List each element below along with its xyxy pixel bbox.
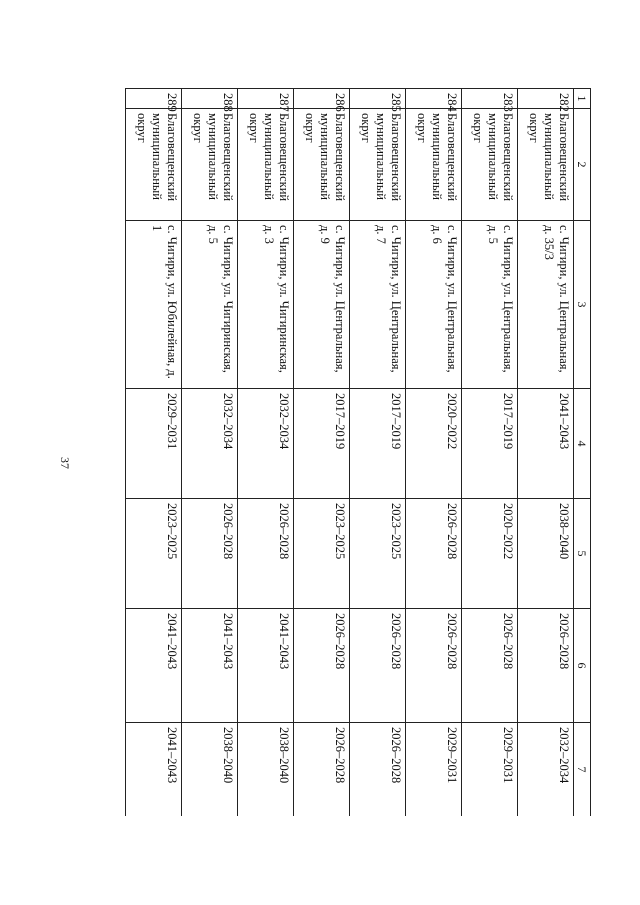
column-header: 6 bbox=[574, 609, 591, 723]
period-cell: 2026–2028 bbox=[294, 723, 350, 817]
district-cell: Благовещенский муниципальный округ bbox=[518, 109, 574, 221]
period-cell: 2017–2019 bbox=[294, 389, 350, 499]
table-viewport bbox=[110, 88, 591, 816]
period-cell: 2020–2022 bbox=[462, 499, 518, 609]
period-cell: 2041–2043 bbox=[238, 609, 294, 723]
period-cell: 2026–2028 bbox=[518, 609, 574, 723]
period-cell: 2026–2028 bbox=[350, 723, 406, 817]
period-cell: 2023–2025 bbox=[126, 499, 182, 609]
table-row bbox=[518, 89, 574, 817]
period-cell: 2041–2043 bbox=[126, 609, 182, 723]
address-cell: с. Чигири, ул. Центральная, д. 6 bbox=[406, 221, 462, 389]
district-cell: Благовещенский муниципальный округ bbox=[406, 109, 462, 221]
district-cell: Благовещенский муниципальный округ bbox=[350, 109, 406, 221]
header-row bbox=[574, 89, 591, 817]
district-cell: Благовещенский муниципальный округ bbox=[182, 109, 238, 221]
address-cell: с. Чигири, ул. Чигиринская, д. 5 bbox=[182, 221, 238, 389]
period-cell: 2026–2028 bbox=[406, 499, 462, 609]
period-cell: 2041–2043 bbox=[126, 723, 182, 817]
period-cell: 2026–2028 bbox=[462, 609, 518, 723]
data-table bbox=[125, 88, 591, 816]
row-number: 287 bbox=[238, 89, 294, 109]
column-header: 5 bbox=[574, 499, 591, 609]
period-cell: 2038–2040 bbox=[518, 499, 574, 609]
period-cell: 2029–2031 bbox=[462, 723, 518, 817]
column-header: 4 bbox=[574, 389, 591, 499]
column-header: 1 bbox=[574, 89, 591, 109]
address-cell: с. Чигири, ул. Центральная, д. 7 bbox=[350, 221, 406, 389]
table-row bbox=[406, 89, 462, 817]
period-cell: 2026–2028 bbox=[238, 499, 294, 609]
table-row bbox=[350, 89, 406, 817]
period-cell: 2032–2034 bbox=[518, 723, 574, 817]
period-cell: 2026–2028 bbox=[406, 609, 462, 723]
period-cell: 2032–2034 bbox=[182, 389, 238, 499]
row-number: 282 bbox=[518, 89, 574, 109]
period-cell: 2029–2031 bbox=[406, 723, 462, 817]
row-number: 289 bbox=[126, 89, 182, 109]
period-cell: 2023–2025 bbox=[294, 499, 350, 609]
address-cell: с. Чигири, ул. Чигиринская, д. 3 bbox=[238, 221, 294, 389]
table-row bbox=[126, 89, 182, 817]
column-header: 3 bbox=[574, 221, 591, 389]
table-row bbox=[238, 89, 294, 817]
period-cell: 2026–2028 bbox=[350, 609, 406, 723]
table-row bbox=[182, 89, 238, 817]
period-cell: 2017–2019 bbox=[350, 389, 406, 499]
row-number: 284 bbox=[406, 89, 462, 109]
period-cell: 2020–2022 bbox=[406, 389, 462, 499]
table-row bbox=[294, 89, 350, 817]
district-cell: Благовещенский муниципальный округ bbox=[126, 109, 182, 221]
table-row bbox=[462, 89, 518, 817]
district-cell: Благовещенский муниципальный округ bbox=[462, 109, 518, 221]
column-header: 2 bbox=[574, 109, 591, 221]
row-number: 286 bbox=[294, 89, 350, 109]
row-number: 283 bbox=[462, 89, 518, 109]
period-cell: 2038–2040 bbox=[182, 723, 238, 817]
address-cell: с. Чигири, ул. Центральная, д. 9 bbox=[294, 221, 350, 389]
address-cell: с. Чигири, ул. Юбилейная, д. 1 bbox=[126, 221, 182, 389]
column-header: 7 bbox=[574, 723, 591, 817]
period-cell: 2029–2031 bbox=[126, 389, 182, 499]
period-cell: 2041–2043 bbox=[518, 389, 574, 499]
period-cell: 2026–2028 bbox=[294, 609, 350, 723]
period-cell: 2026–2028 bbox=[182, 499, 238, 609]
district-cell: Благовещенский муниципальный округ bbox=[294, 109, 350, 221]
period-cell: 2032–2034 bbox=[238, 389, 294, 499]
period-cell: 2023–2025 bbox=[350, 499, 406, 609]
row-number: 285 bbox=[350, 89, 406, 109]
period-cell: 2017–2019 bbox=[462, 389, 518, 499]
district-cell: Благовещенский муниципальный округ bbox=[238, 109, 294, 221]
period-cell: 2038–2040 bbox=[238, 723, 294, 817]
address-cell: с. Чигири, ул. Центральная, д. 5 bbox=[462, 221, 518, 389]
period-cell: 2041–2043 bbox=[182, 609, 238, 723]
row-number: 288 bbox=[182, 89, 238, 109]
rotated-table-container bbox=[110, 88, 591, 816]
address-cell: с. Чигири, ул. Центральная, д. 35/3 bbox=[518, 221, 574, 389]
page-number: 37 bbox=[58, 457, 72, 469]
